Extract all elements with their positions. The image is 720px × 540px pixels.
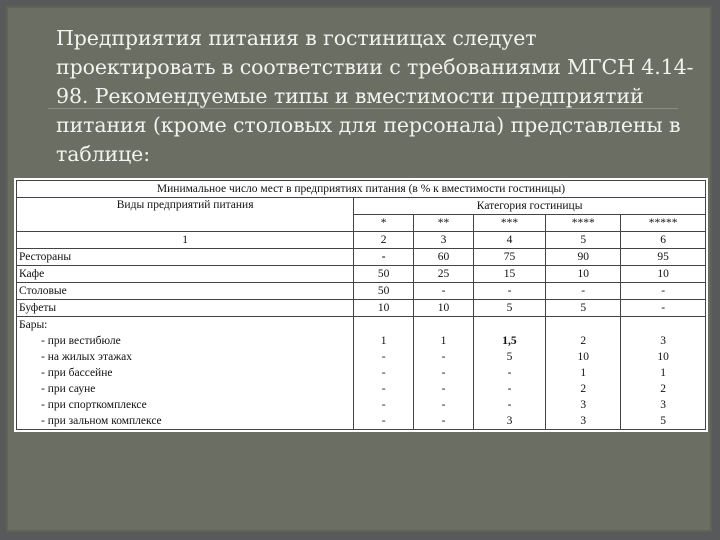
cell-value: 5 xyxy=(546,300,621,317)
cell-value: 3 xyxy=(660,399,667,411)
bar-name: - при вестибюле xyxy=(41,335,121,347)
cell-value: 25 xyxy=(414,266,474,283)
header-star: ** xyxy=(414,215,474,232)
cell-value: - xyxy=(507,367,512,379)
cell-value: - xyxy=(507,383,512,395)
cell-value: - xyxy=(414,283,474,300)
header-star: **** xyxy=(546,215,621,232)
cell-value: 1 xyxy=(440,335,447,347)
cell-value: 3 xyxy=(580,415,587,427)
cell-value: - xyxy=(381,399,386,411)
cell-value: - xyxy=(381,367,386,379)
cell-value: - xyxy=(507,399,512,411)
cell-value: - xyxy=(354,249,414,266)
row-name: Столовые xyxy=(17,283,354,300)
column-number: 5 xyxy=(546,232,621,249)
cell-value: 60 xyxy=(414,249,474,266)
bars-column xyxy=(546,317,621,430)
cell-value: 3 xyxy=(580,399,587,411)
cell-value: 10 xyxy=(577,351,589,363)
heading-divider xyxy=(48,108,678,109)
cell-value: 10 xyxy=(546,266,621,283)
cell-value: - xyxy=(546,283,621,300)
cell-value: 2 xyxy=(660,383,667,395)
cell-value: 3 xyxy=(660,335,667,347)
cell-value: - xyxy=(381,383,386,395)
table-row xyxy=(17,283,706,300)
cell-value: 90 xyxy=(546,249,621,266)
bar-name: - при спорткомплексе xyxy=(41,399,147,411)
column-number: 4 xyxy=(473,232,545,249)
cell-value: 1 xyxy=(660,367,667,379)
cell-value: 5 xyxy=(506,351,513,363)
table-row xyxy=(17,249,706,266)
cell-value: - xyxy=(381,415,386,427)
cell-value: 10 xyxy=(657,351,669,363)
column-number: 2 xyxy=(354,232,414,249)
row-name: Рестораны xyxy=(17,249,354,266)
column-number: 1 xyxy=(17,232,354,249)
cell-value: - xyxy=(441,415,446,427)
row-name: Буфеты xyxy=(17,300,354,317)
table-row-bars xyxy=(17,317,706,430)
slide-heading: Предприятия питания в гостиницах следует проектировать в соответствии с требованиями МГСН 4.14-98. Рекомендуемые типы и вместимости предприятий питания (кроме столовых для персонала) представлены в таблице: xyxy=(56,26,694,166)
cell-value: 5 xyxy=(473,300,545,317)
cell-value: 1 xyxy=(580,367,587,379)
row-name: Кафе xyxy=(17,266,354,283)
column-number: 6 xyxy=(621,232,706,249)
cell-value: 10 xyxy=(354,300,414,317)
cell-value: - xyxy=(621,283,706,300)
cell-value: 50 xyxy=(354,283,414,300)
table-caption: Минимальное число мест в предприятиях питания (в % к вместимости гостиницы) xyxy=(17,181,706,198)
bars-names xyxy=(17,317,354,430)
header-category: Категория гостиницы xyxy=(354,198,706,215)
bars-title: Бары: xyxy=(19,319,48,331)
bar-name: - при сауне xyxy=(41,383,96,395)
cell-value: 3 xyxy=(506,415,513,427)
cell-value: 15 xyxy=(473,266,545,283)
cell-value: 1,5 xyxy=(502,335,517,347)
cell-value: 50 xyxy=(354,266,414,283)
cell-value: 2 xyxy=(580,383,587,395)
cell-value: - xyxy=(621,300,706,317)
header-star: ***** xyxy=(621,215,706,232)
bar-name: - при бассейне xyxy=(41,367,113,379)
cell-value: 2 xyxy=(580,335,587,347)
bars-column xyxy=(354,317,414,430)
header-star: *** xyxy=(473,215,545,232)
header-star: * xyxy=(354,215,414,232)
cell-value: 10 xyxy=(414,300,474,317)
cell-value: 95 xyxy=(621,249,706,266)
cell-value: - xyxy=(441,399,446,411)
cell-value: 10 xyxy=(621,266,706,283)
bars-column xyxy=(473,317,545,430)
cell-value: 5 xyxy=(660,415,667,427)
bar-name: - на жилых этажах xyxy=(41,351,133,363)
header-type: Виды предприятий питания xyxy=(17,198,354,232)
capacity-table xyxy=(16,180,706,430)
table-row xyxy=(17,266,706,283)
bars-column xyxy=(414,317,474,430)
table-container xyxy=(14,178,708,432)
bar-name: - при зальном комплексе xyxy=(41,415,162,427)
column-number: 3 xyxy=(414,232,474,249)
cell-value: 75 xyxy=(473,249,545,266)
bars-column xyxy=(621,317,706,430)
cell-value: - xyxy=(441,367,446,379)
cell-value: - xyxy=(441,351,446,363)
cell-value: 1 xyxy=(380,335,387,347)
cell-value: - xyxy=(473,283,545,300)
cell-value: - xyxy=(381,351,386,363)
table-row xyxy=(17,300,706,317)
cell-value: - xyxy=(441,383,446,395)
